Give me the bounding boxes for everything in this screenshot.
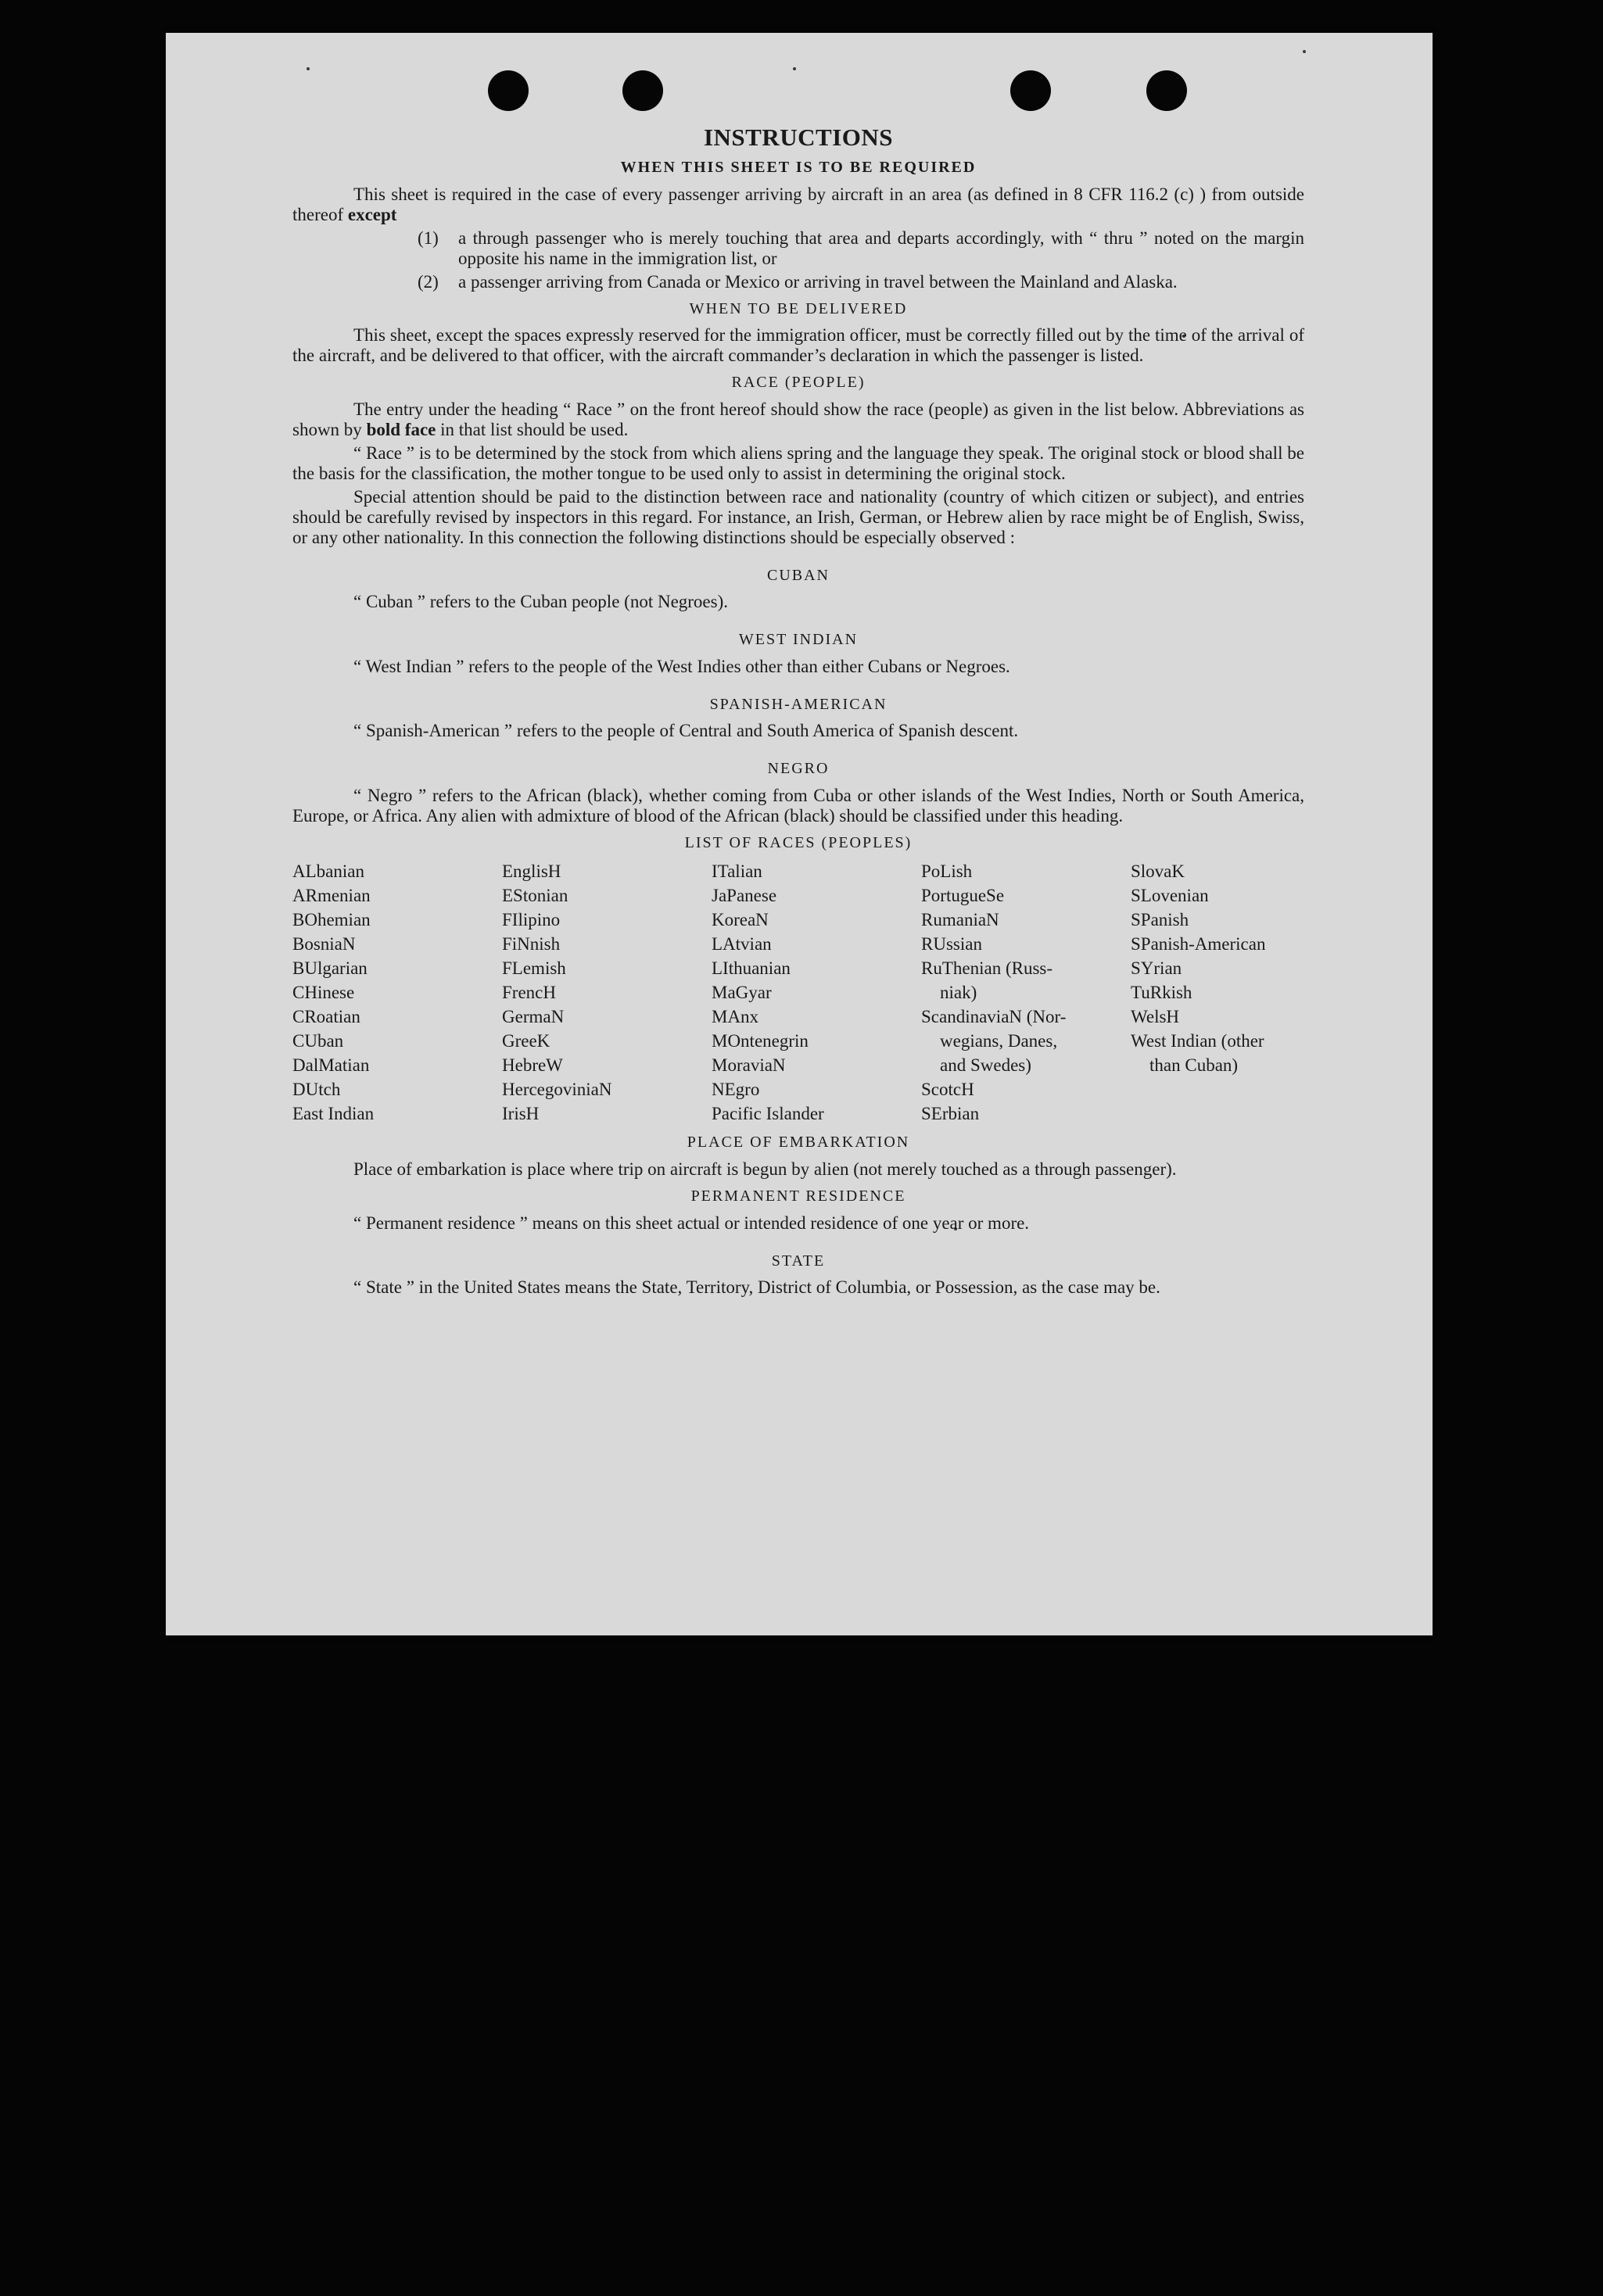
race-entry: ITalian	[712, 861, 762, 882]
race-entry: FLemish	[502, 958, 566, 979]
race-entry: KoreaN	[712, 910, 769, 930]
race-entry: PortugueSe	[921, 886, 1005, 906]
page-title: INSTRUCTIONS	[703, 124, 893, 151]
paragraph-place-of-embarkation: Place of embarkation is place where trip on aircraft is begun by alien (not merely touched as a through passenger).	[353, 1159, 1177, 1180]
speck	[307, 67, 310, 70]
race-entry: FIlipino	[502, 910, 561, 930]
heading-race: RACE (PEOPLE)	[731, 374, 866, 392]
heading-west-indian: WEST INDIAN	[738, 631, 859, 649]
race-entry: MaGyar	[712, 983, 772, 1003]
race-entry: RuThenian (Russ-	[921, 958, 1053, 979]
race-entry: LIthuanian	[712, 958, 791, 979]
race-list	[292, 859, 1304, 1126]
race-entry: ScotcH	[921, 1080, 974, 1100]
paragraph-west-indian: “ West Indian ” refers to the people of the West Indies other than either Cubans or Negroes.	[353, 656, 1010, 676]
race-entry: NEgro	[712, 1080, 760, 1100]
race-entry: SPanish-American	[1131, 934, 1266, 955]
heading-cuban: CUBAN	[766, 566, 830, 584]
speck	[1303, 50, 1306, 53]
race-entry: DUtch	[292, 1080, 341, 1100]
race-entry: CHinese	[292, 983, 355, 1003]
race-entry: BOhemian	[292, 910, 371, 930]
paragraph-race-2: “ Race ” is to be determined by the stock from which aliens spring and the language they speak. The original stock or blood shall be the basis for the classification, the mother tongue to be used only to assist in determining the original stock.	[292, 442, 1304, 483]
punch-hole	[488, 70, 529, 111]
race-entry: DalMatian	[292, 1055, 370, 1076]
race-entry: HebreW	[502, 1055, 563, 1076]
heading-list-of-races: LIST OF RACES (PEOPLES)	[684, 833, 913, 851]
race-entry: ALbanian	[292, 861, 364, 882]
race-entry: FrencH	[502, 983, 556, 1003]
heading-state: STATE	[771, 1252, 826, 1270]
race-entry: HercegoviniaN	[502, 1080, 612, 1100]
race-entry: East Indian	[292, 1104, 375, 1124]
race-entry: SPanish	[1131, 910, 1189, 930]
speck	[793, 67, 796, 70]
punch-hole	[1010, 70, 1051, 111]
race-entry: SlovaK	[1131, 861, 1185, 882]
race-entry: SErbian	[921, 1104, 980, 1124]
race-entry: West Indian (other	[1131, 1031, 1264, 1051]
heading-negro: NEGRO	[767, 760, 830, 778]
race-column	[502, 859, 712, 1126]
document-page	[166, 33, 1433, 1635]
heading-place-of-embarkation: PLACE OF EMBARKATION	[687, 1134, 910, 1152]
race-entry: RumaniaN	[921, 910, 999, 930]
race-entry: EnglisH	[502, 861, 561, 882]
race-entry: CUban	[292, 1031, 344, 1051]
race-column	[1131, 859, 1304, 1126]
race-entry: EStonian	[502, 886, 568, 906]
race-entry: LAtvian	[712, 934, 772, 955]
paragraph-state: “ State ” in the United States means the State, Territory, District of Columbia, or Possession, as the case may be.	[353, 1277, 1160, 1298]
race-entry: BosniaN	[292, 934, 356, 955]
paragraph-negro: “ Negro ” refers to the African (black), whether coming from Cuba or other islands of the West Indies, North or South America, Europe, or Africa. Any alien with admixture of blood of the African (black) should be classified under this heading.	[292, 785, 1304, 826]
race-entry: wegians, Danes,	[940, 1031, 1058, 1051]
race-column	[292, 859, 502, 1126]
race-entry: SLovenian	[1131, 886, 1209, 906]
race-entry: RUssian	[921, 934, 982, 955]
race-entry: MOntenegrin	[712, 1031, 809, 1051]
exception-item: (2) a passenger arriving from Canada or Mexico or arriving in travel between the Mainland and Alaska.	[418, 271, 1178, 292]
race-column	[921, 859, 1131, 1126]
punch-hole	[622, 70, 663, 111]
punch-hole	[1146, 70, 1187, 111]
race-entry: MAnx	[712, 1007, 759, 1027]
race-entry: MoraviaN	[712, 1055, 786, 1076]
race-entry: BUlgarian	[292, 958, 368, 979]
paragraph-cuban: “ Cuban ” refers to the Cuban people (not Negroes).	[353, 592, 729, 612]
race-entry: GermaN	[502, 1007, 565, 1027]
heading-when-required: WHEN THIS SHEET IS TO BE REQUIRED	[620, 159, 977, 177]
race-entry: than Cuban)	[1149, 1055, 1239, 1076]
race-entry: niak)	[940, 983, 977, 1003]
race-entry: and Swedes)	[940, 1055, 1031, 1076]
race-entry: TuRkish	[1131, 983, 1192, 1003]
heading-when-delivered: WHEN TO BE DELIVERED	[689, 299, 908, 317]
race-entry: IrisH	[502, 1104, 540, 1124]
heading-spanish-american: SPANISH-AMERICAN	[709, 695, 888, 713]
paragraph-permanent-residence: “ Permanent residence ” means on this sheet actual or intended residence of one year or more.	[353, 1212, 1030, 1233]
race-entry: ARmenian	[292, 886, 371, 906]
instructions-body	[292, 124, 1304, 1301]
heading-permanent-residence: PERMANENT RESIDENCE	[690, 1187, 906, 1205]
race-entry: WelsH	[1131, 1007, 1180, 1027]
race-entry: PoLish	[921, 861, 973, 882]
paragraph-race-1: The entry under the heading “ Race ” on the front hereof should show the race (people) as given in the list below. Abbreviations as shown by bold face in that list should be used.	[292, 399, 1304, 439]
race-entry: GreeK	[502, 1031, 550, 1051]
paragraph-when-required: This sheet is required in the case of every passenger arriving by aircraft in an area (as defined in 8 CFR 116.2 (c) ) from outside thereof except	[292, 184, 1304, 224]
race-column	[712, 859, 921, 1126]
paragraph-race-3: Special attention should be paid to the distinction between race and nationality (country of which citizen or subject), and entries should be carefully revised by inspectors in this regard. For instance, an Irish, German, or Hebrew alien by race might be of English, Swiss, or any other nationality. In this connection the following distinctions should be especially observed :	[292, 486, 1304, 547]
paragraph-when-delivered: This sheet, except the spaces expressly reserved for the immigration officer, must be correctly filled out by the time of the arrival of the aircraft, and be delivered to that officer, with the aircraft commander’s declaration in which the passenger is listed.	[292, 325, 1304, 366]
race-entry: CRoatian	[292, 1007, 360, 1027]
race-entry: Pacific Islander	[712, 1104, 824, 1124]
race-entry: SYrian	[1131, 958, 1182, 979]
paragraph-spanish-american: “ Spanish-American ” refers to the people of Central and South America of Spanish descent.	[353, 721, 1019, 741]
race-entry: ScandinaviaN (Nor-	[921, 1007, 1067, 1027]
race-entry: JaPanese	[712, 886, 777, 906]
exception-item: (1) a through passenger who is merely touching that area and departs accordingly, with “ thru ” noted on the margin opposite his name in the immigration list, or	[418, 227, 1304, 268]
race-entry: FiNnish	[502, 934, 561, 955]
